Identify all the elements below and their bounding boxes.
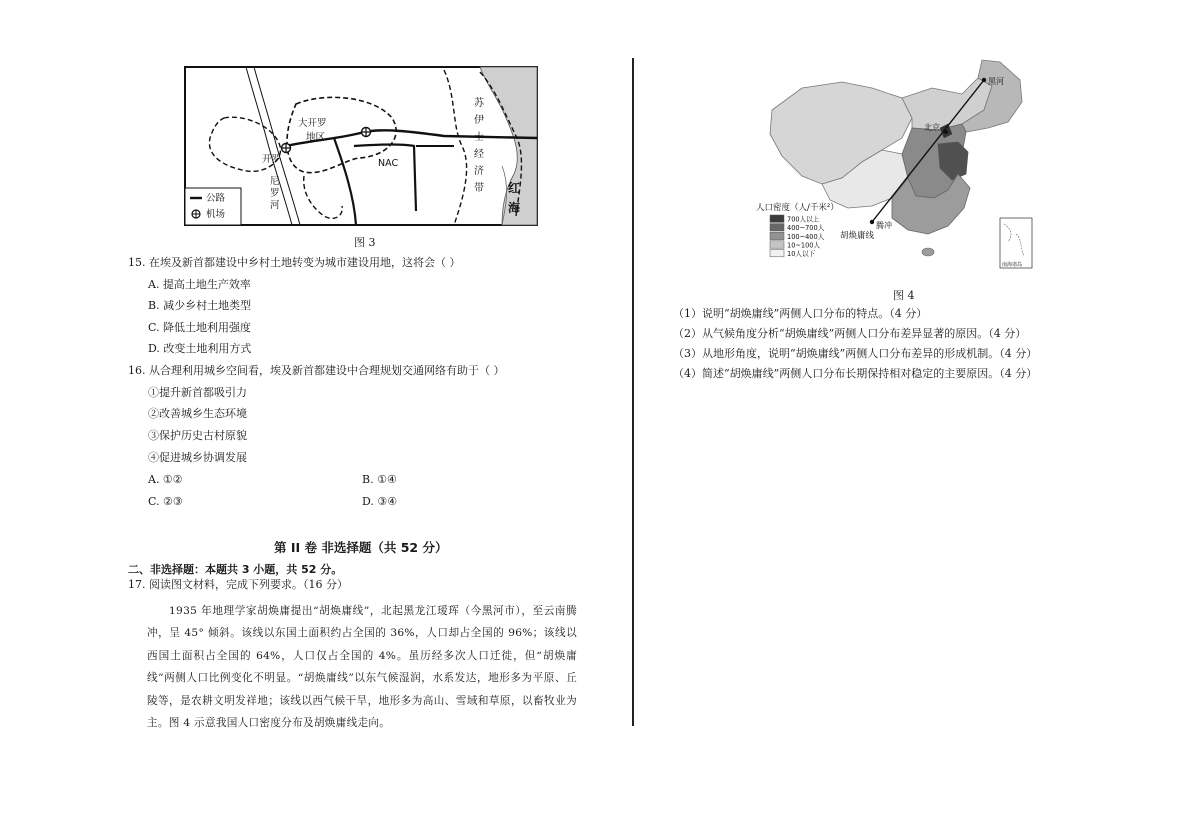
q17-sub-2: （2）从气候角度分析“胡焕庸线”两侧人口分布差异显著的原因。（4 分） bbox=[673, 327, 1027, 340]
q15-option-c: C. 降低土地利用强度 bbox=[148, 321, 252, 334]
q16-option-c: C. ②③ bbox=[148, 495, 183, 508]
legend-swatch bbox=[770, 241, 784, 248]
legend-label: 10人以下 bbox=[787, 250, 816, 258]
label-beijing: 北京 bbox=[924, 123, 940, 132]
q15-option-b: B. 减少乡村土地类型 bbox=[148, 299, 252, 312]
label-suez-char: 士 bbox=[474, 132, 484, 143]
q16-option-d: D. ③④ bbox=[362, 495, 398, 508]
part-2-heading: 二、非选择题：本题共 3 小题，共 52 分。 bbox=[128, 563, 343, 576]
q17-sub-1: （1）说明“胡焕庸线”两侧人口分布的特点。（4 分） bbox=[673, 307, 928, 320]
legend-label: 700人以上 bbox=[787, 215, 820, 224]
label-red-sea-2: 海 bbox=[508, 201, 521, 215]
q15-option-a: A. 提高土地生产效率 bbox=[148, 278, 251, 291]
inset-label: 南海诸岛 bbox=[1002, 262, 1023, 268]
q16-item-2: ②改善城乡生态环境 bbox=[148, 407, 247, 420]
label-suez-char: 苏 bbox=[474, 98, 484, 109]
legend-title: 人口密度（人/千米²） bbox=[756, 203, 839, 213]
q16-item-1: ①提升新首都吸引力 bbox=[148, 386, 247, 399]
q17-sub-4: （4）简述“胡焕庸线”两侧人口分布长期保持相对稳定的主要原因。（4 分） bbox=[673, 367, 1038, 380]
legend-airport-label: 机场 bbox=[206, 209, 226, 220]
label-hu-line: 胡焕庸线 bbox=[840, 231, 875, 241]
question-16-stem: 16. 从合理利用城乡空间看，埃及新首都建设中合理规划交通网络有助于（ ） bbox=[128, 364, 505, 377]
legend-road-label: 公路 bbox=[206, 193, 226, 204]
legend-swatch bbox=[770, 249, 784, 256]
label-red-sea-1: 红 bbox=[508, 181, 521, 195]
label-greater-cairo-2: 地区 bbox=[306, 132, 326, 143]
label-nac: NAC bbox=[378, 158, 399, 169]
beijing-point bbox=[944, 130, 948, 134]
question-15-stem: 15. 在埃及新首都建设中乡村土地转变为城市建设用地，这将会（ ） bbox=[128, 256, 461, 269]
q16-item-4: ④促进城乡协调发展 bbox=[148, 451, 247, 464]
airport-cairo-icon bbox=[282, 144, 291, 153]
legend-swatch bbox=[770, 215, 784, 222]
heihe-point bbox=[982, 78, 986, 82]
label-tengchong: 腾冲 bbox=[876, 221, 892, 230]
airport-east-icon bbox=[362, 128, 371, 137]
label-suez-char: 济 bbox=[474, 166, 484, 177]
label-nile-3: 河 bbox=[270, 200, 280, 211]
south-china-sea-inset bbox=[1000, 218, 1032, 268]
label-greater-cairo-1: 大开罗 bbox=[298, 118, 327, 129]
label-suez-char: 经 bbox=[474, 149, 484, 160]
figure-3-legend bbox=[185, 188, 241, 225]
q15-option-d: D. 改变土地利用方式 bbox=[148, 342, 252, 355]
label-heihe: 黑河 bbox=[988, 77, 1004, 86]
label-suez-char: 带 bbox=[474, 183, 484, 194]
legend-label: 100~400人 bbox=[787, 232, 825, 241]
q16-item-3: ③保护历史古村原貌 bbox=[148, 429, 247, 442]
figure-3-caption: 图 3 bbox=[354, 236, 376, 249]
legend-swatch bbox=[770, 224, 784, 231]
label-suez-char: 伊 bbox=[474, 115, 484, 126]
figure-4-caption: 图 4 bbox=[893, 289, 915, 302]
q16-option-a: A. ①② bbox=[148, 473, 183, 486]
part-2-title: 第 II 卷 非选择题（共 52 分） bbox=[274, 540, 448, 555]
legend-label: 10~100人 bbox=[787, 241, 821, 250]
label-cairo: 开罗 bbox=[262, 154, 282, 165]
figure-3-map bbox=[184, 66, 538, 226]
legend-swatch bbox=[770, 232, 784, 239]
q16-option-b: B. ①④ bbox=[362, 473, 397, 486]
figure-4-china-population-map bbox=[752, 58, 1040, 270]
label-nile-1: 尼 bbox=[270, 176, 280, 187]
question-17-material: 1935 年地理学家胡焕庸提出“胡焕庸线”，北起黑龙江瑷珲（今黑河市），至云南腾冲，呈 45° 倾斜。该线以东国土面积约占全国的 36%，人口却占全国的 96%；该线以西国土面积占全国的 64%，人口仅占全国的 4%。虽历经多次人口迁徙，但“胡焕庸线”两侧人口比例变化不明显。“胡焕庸线”以东气候湿润，水系发达，地形多为平原、丘陵等，是农耕文明发祥地；该线以西气候干旱，地形多为高山、雪域和草原，以畜牧业为主。图 4 示意我国人口密度分布及胡焕庸线走向。 bbox=[147, 605, 577, 730]
column-divider bbox=[632, 58, 634, 726]
figure-4-legend bbox=[770, 215, 825, 258]
region-hainan bbox=[922, 248, 934, 256]
q17-sub-3: （3）从地形角度，说明“胡焕庸线”两侧人口分布差异的形成机制。（4 分） bbox=[673, 347, 1038, 360]
label-nile-2: 罗 bbox=[270, 188, 280, 199]
tengchong-point bbox=[870, 220, 874, 224]
legend-label: 400~700人 bbox=[787, 224, 825, 233]
question-17-stem: 17. 阅读图文材料，完成下列要求。（16 分） bbox=[128, 578, 348, 591]
